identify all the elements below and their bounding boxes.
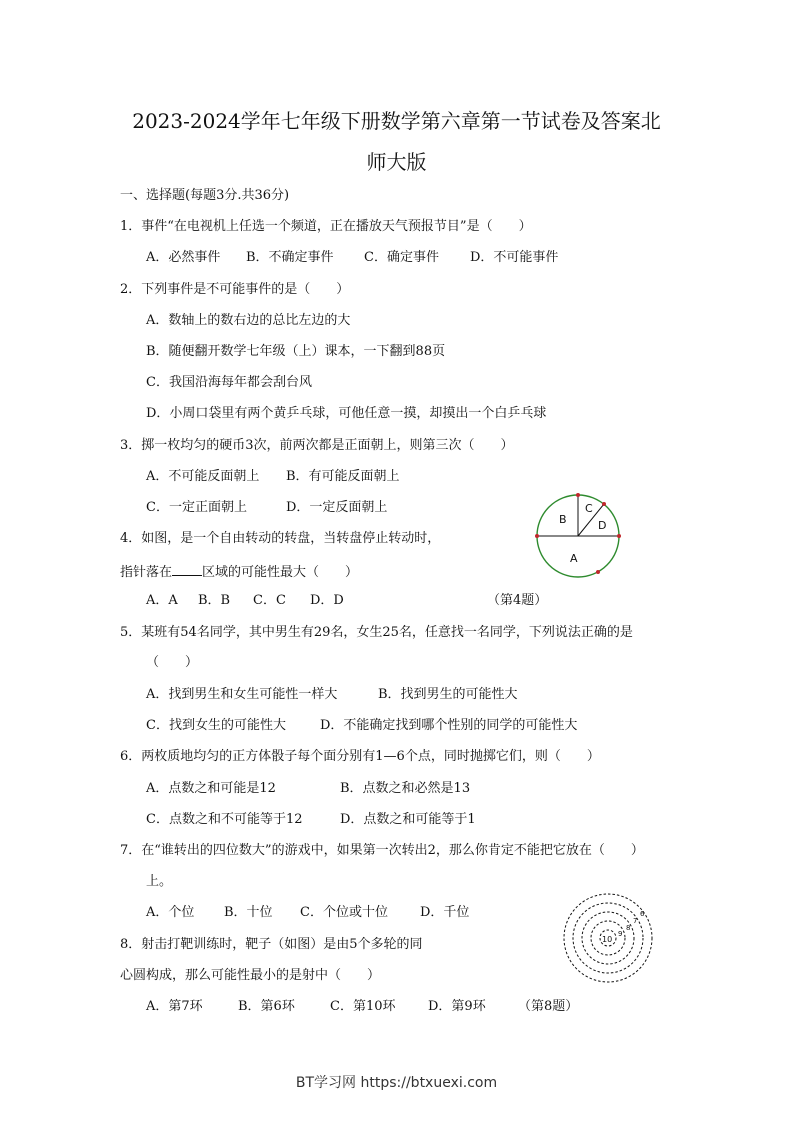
spinner-label-d: D xyxy=(598,519,607,532)
q5-option-b: B．找到男生的可能性大 xyxy=(378,687,518,702)
spinner-point xyxy=(596,570,600,574)
q2-option-d: D．小周口袋里有两个黄乒乓球，可他任意一摸，却摸出一个白乒乓球 xyxy=(146,406,547,421)
q7-option-b: B．十位 xyxy=(224,905,273,920)
spinner-label-c: C xyxy=(585,502,593,515)
q8-stem-line2: 心圆构成，那么可能性最小的是射中（ ） xyxy=(120,968,381,983)
q6-option-a: A．点数之和可能是12 xyxy=(146,781,276,796)
answer-blank xyxy=(172,562,202,576)
q4-figure-caption: （第4题） xyxy=(487,593,548,608)
q8-figure-caption: （第8题） xyxy=(518,999,579,1014)
q8-stem-line1: 8．射击打靶训练时，靶子（如图）是由5个多轮的同 xyxy=(120,937,423,952)
q7-stem: 7．在“谁转出的四位数大”的游戏中，如果第一次转出2，那么你肯定不能把它放在（ ） xyxy=(120,843,644,858)
target-label-6: 6 xyxy=(640,910,645,918)
q4-stem-part1: 指针落在 xyxy=(120,565,173,580)
q1-option-d: D．不可能事件 xyxy=(470,250,559,265)
q8-option-d: D．第9环 xyxy=(428,999,486,1014)
q1-option-b: B．不确定事件 xyxy=(246,250,334,265)
q7-stem-cont: 上。 xyxy=(146,874,173,889)
q5-option-a: A．找到男生和女生可能性一样大 xyxy=(146,687,338,702)
q4-stem-part2: 区域的可能性最大（ ） xyxy=(202,565,359,580)
q3-option-a: A．不可能反面朝上 xyxy=(146,469,260,484)
page-title-line1: 2023-2024学年七年级下册数学第六章第一节试卷及答案北 xyxy=(132,109,661,133)
q5-option-c: C．找到女生的可能性大 xyxy=(146,718,286,733)
q1-option-c: C．确定事件 xyxy=(364,250,439,265)
q3-option-c: C．一定正面朝上 xyxy=(146,500,247,515)
q4-option-c: C．C xyxy=(253,593,286,608)
q4-stem-line1: 4．如图，是一个自由转动的转盘，当转盘停止转动时， xyxy=(120,531,441,546)
q2-option-a: A．数轴上的数右边的总比左边的大 xyxy=(146,313,351,328)
q8-option-a: A．第7环 xyxy=(146,999,203,1014)
q6-option-b: B．点数之和必然是13 xyxy=(340,781,471,796)
q4-option-d: D．D xyxy=(310,593,344,608)
spinner-point xyxy=(576,493,580,497)
target-label-7: 7 xyxy=(633,917,638,925)
q2-stem: 2．下列事件是不可能事件的是（ ） xyxy=(120,282,350,297)
footer-watermark: BT学习网 https://btxuexi.com xyxy=(295,1075,498,1091)
spinner-label-b: B xyxy=(559,513,567,526)
target-label-10: 10 xyxy=(602,935,613,944)
q4-stem-line2 xyxy=(120,562,358,581)
spinner-label-a: A xyxy=(570,552,578,565)
target-label-8: 8 xyxy=(626,924,631,932)
page-title-line2: 师大版 xyxy=(366,150,427,174)
q5-stem-cont: （ ） xyxy=(146,655,199,670)
q5-option-d: D．不能确定找到哪个性别的同学的可能性大 xyxy=(320,718,578,733)
section-heading: 一、选择题(每题3分.共36分) xyxy=(120,188,290,203)
target-figure xyxy=(560,888,656,988)
q6-option-c: C．点数之和不可能等于12 xyxy=(146,812,303,827)
q3-option-b: B．有可能反面朝上 xyxy=(286,469,400,484)
q3-option-d: D．一定反面朝上 xyxy=(286,500,388,515)
q1-option-a: A．必然事件 xyxy=(146,250,221,265)
spinner-point xyxy=(602,502,606,506)
q6-option-d: D．点数之和可能等于1 xyxy=(340,812,476,827)
q7-option-a: A．个位 xyxy=(146,905,195,920)
q4-option-b: B．B xyxy=(198,593,231,608)
q4-option-a: A．A xyxy=(146,593,178,608)
q1-stem: 1．事件“在电视机上任选一个频道，正在播放天气预报节目”是（ ） xyxy=(120,219,532,234)
q7-option-c: C．个位或十位 xyxy=(300,905,388,920)
spinner-point xyxy=(617,534,621,538)
q2-option-b: B．随便翻开数学七年级（上）课本，一下翻到88页 xyxy=(146,344,446,359)
q3-stem: 3．掷一枚均匀的硬币3次，前两次都是正面朝上，则第三次（ ） xyxy=(120,438,514,453)
q7-option-d: D．千位 xyxy=(420,905,470,920)
q5-stem: 5．某班有54名同学，其中男生有29名，女生25名，任意找一名同学，下列说法正确的是 xyxy=(120,625,633,640)
q2-option-c: C．我国沿海每年都会刮台风 xyxy=(146,375,312,390)
q8-option-b: B．第6环 xyxy=(238,999,295,1014)
target-label-9: 9 xyxy=(618,930,623,938)
spinner-point xyxy=(535,534,539,538)
q8-option-c: C．第10环 xyxy=(330,999,396,1014)
spinner-figure xyxy=(530,488,626,578)
q6-stem: 6．两枚质地均匀的正方体骰子每个面分别有1—6个点，同时抛掷它们，则（ ） xyxy=(120,749,600,764)
